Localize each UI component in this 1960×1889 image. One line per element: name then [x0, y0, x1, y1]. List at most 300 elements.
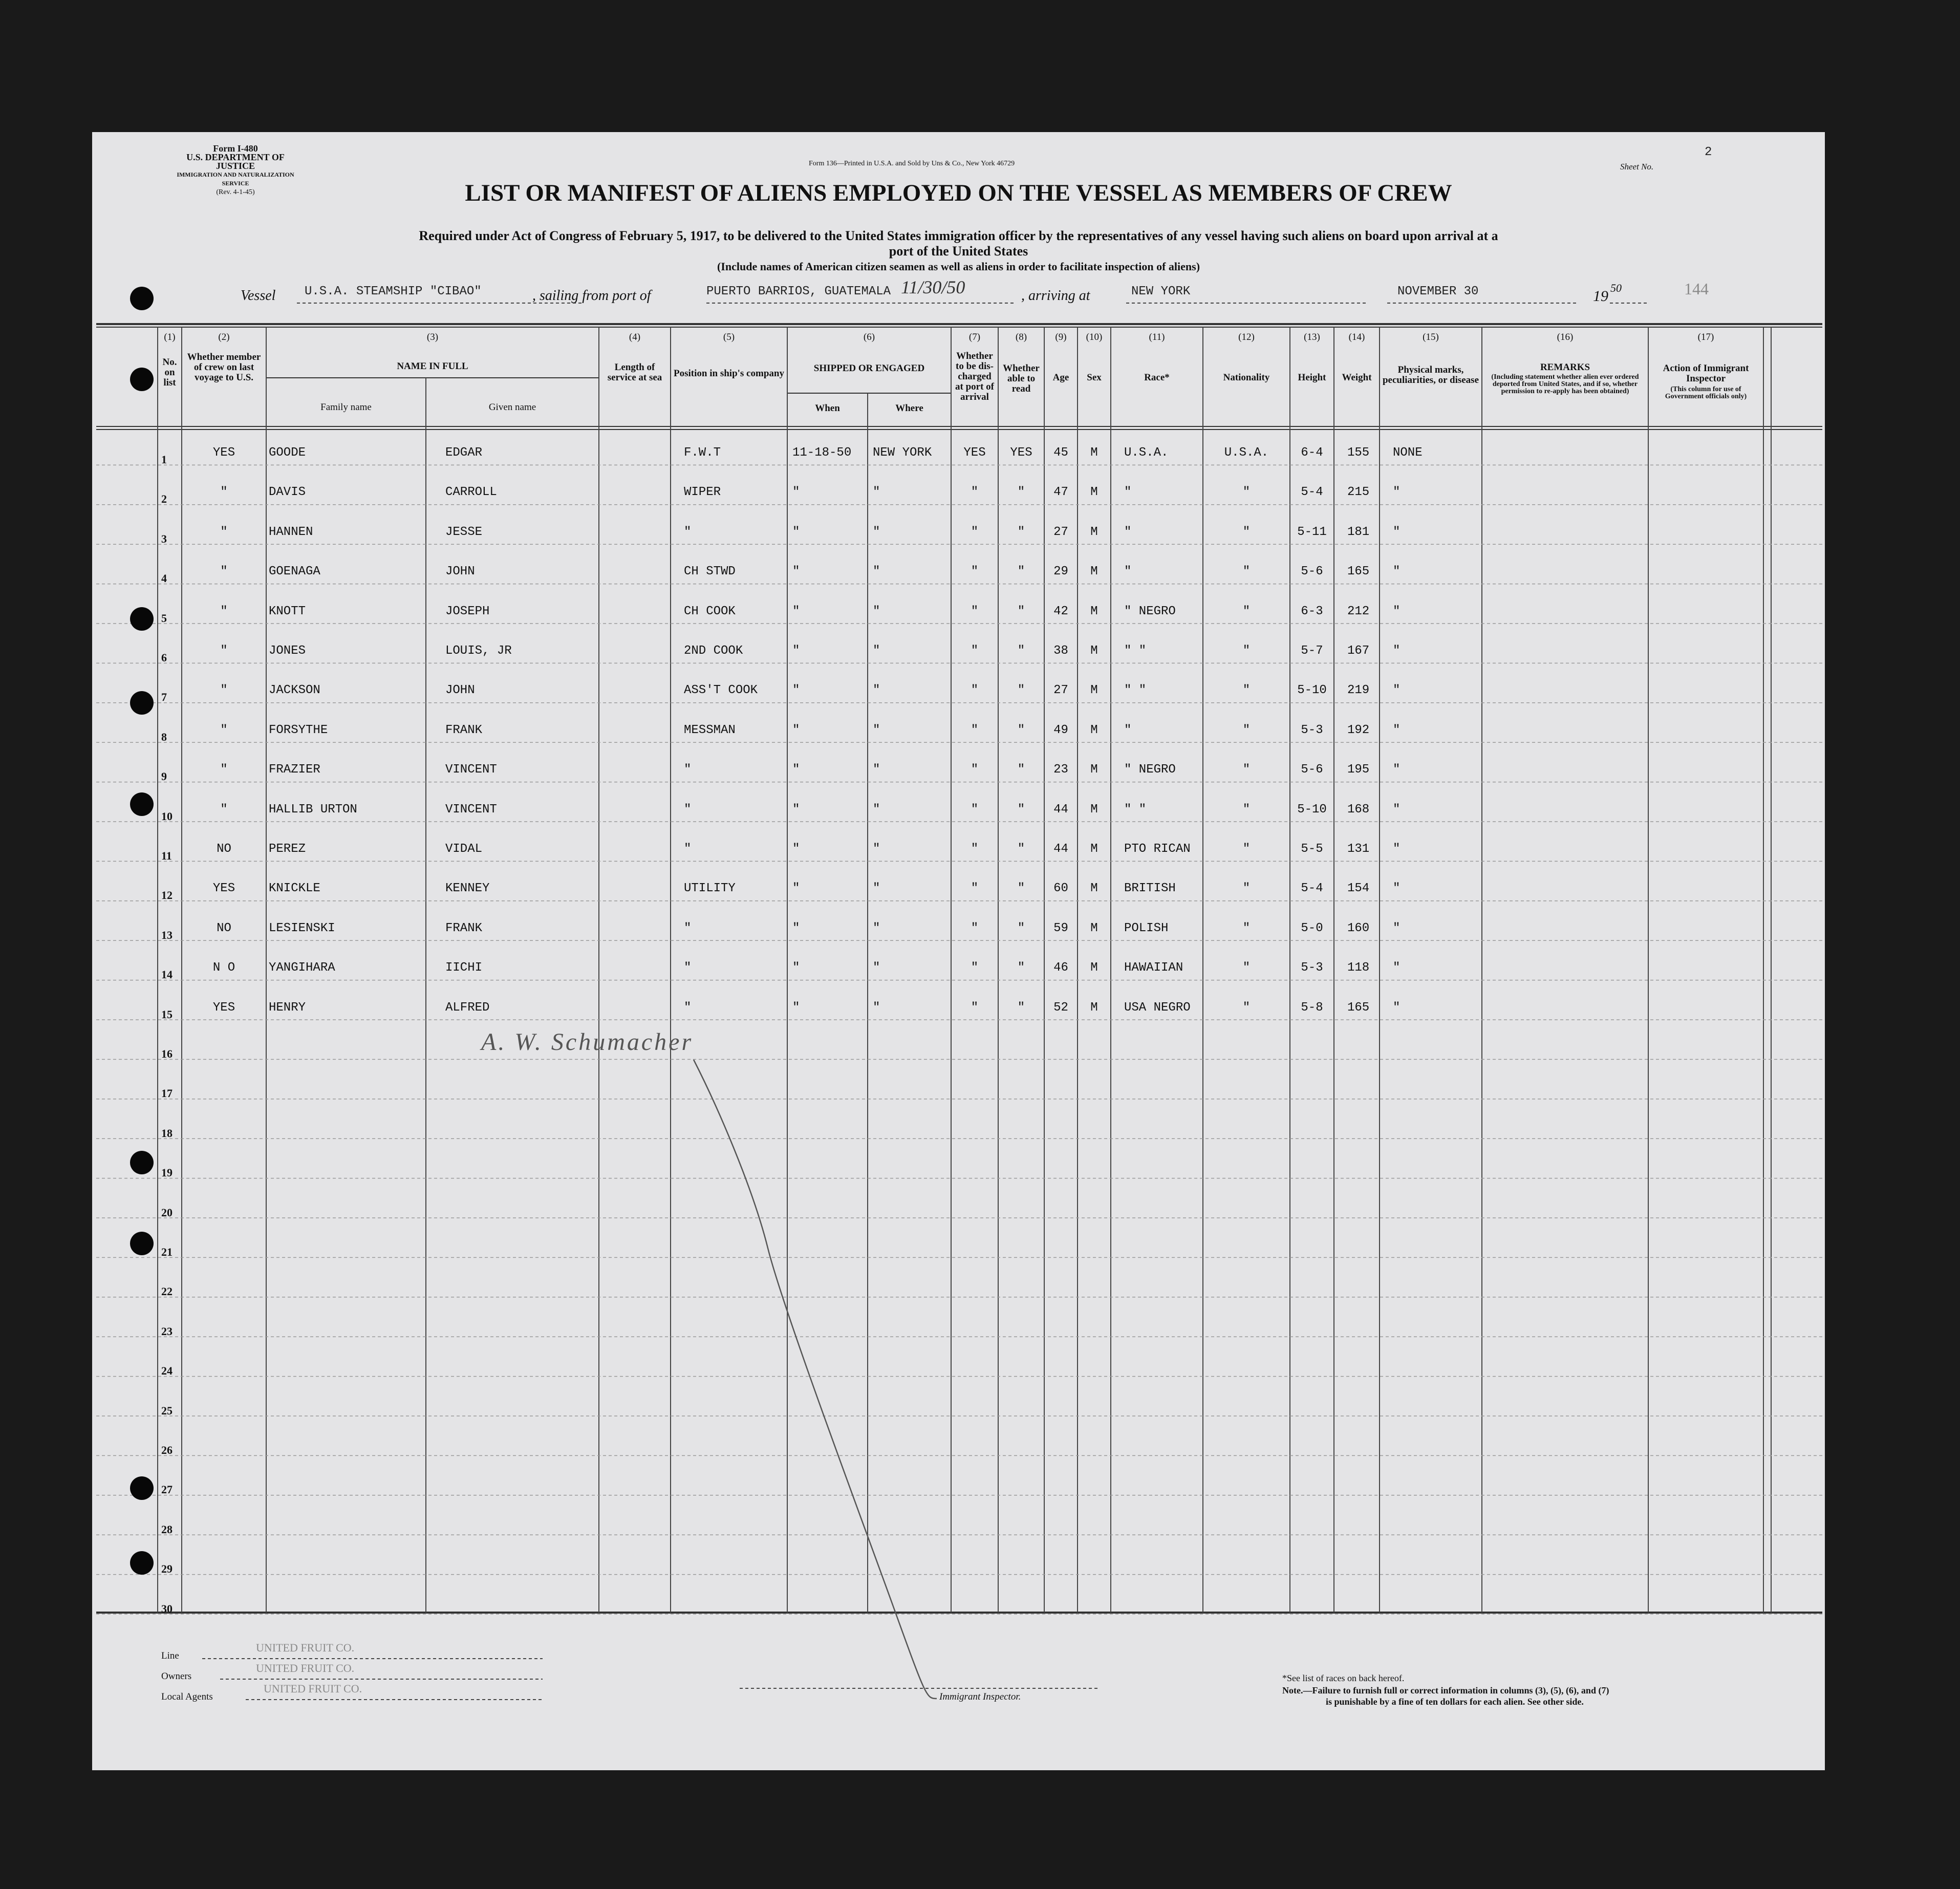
column-number: (8)	[1015, 332, 1027, 342]
cell-sex: M	[1090, 842, 1098, 856]
column-number: (13)	[1304, 332, 1320, 342]
cell-age: 60	[1053, 882, 1068, 896]
header-crew-last-voyage: Whether member of crew on last voyage to U.S.	[187, 352, 261, 383]
row-number: 5	[161, 611, 167, 625]
cell-physical-marks: "	[1393, 763, 1401, 777]
cell-given-name: JOHN	[445, 683, 475, 698]
row-number: 14	[161, 968, 173, 981]
cell-height: 5-10	[1297, 683, 1327, 698]
cell-race: USA NEGRO	[1124, 1000, 1191, 1015]
footer-lines	[92, 132, 1825, 1770]
header-no-on-list: No. on list	[162, 357, 177, 388]
cell-height: 6-3	[1301, 604, 1323, 618]
cell-race: " "	[1124, 644, 1147, 658]
header-shipped-engaged: SHIPPED OR ENGAGED	[813, 363, 925, 374]
cell-nationality: "	[1242, 802, 1251, 817]
cell-shipped-when: "	[792, 763, 800, 777]
cell-position: MESSMAN	[684, 723, 736, 737]
cell-discharged: "	[971, 644, 979, 658]
cell-given-name: ALFRED	[445, 1000, 490, 1015]
cell-height: 5-3	[1301, 723, 1323, 737]
cell-nationality: "	[1242, 1000, 1251, 1015]
service-name: IMMIGRATION AND NATURALIZATION SERVICE	[177, 171, 294, 187]
cell-age: 52	[1053, 1000, 1068, 1015]
cell-discharged: "	[971, 842, 979, 856]
cell-nationality: "	[1242, 961, 1251, 975]
cell-position: "	[684, 842, 692, 856]
cell-shipped-where: "	[873, 961, 880, 975]
cell-able-to-read: YES	[1010, 446, 1032, 460]
cell-discharged: YES	[963, 446, 986, 460]
cell-age: 44	[1053, 842, 1068, 856]
form-revision: (Rev. 4-1-45)	[216, 188, 255, 196]
header-name-in-full: NAME IN FULL	[397, 361, 468, 372]
header-discharged: Whether to be dis-charged at port of arrival	[955, 351, 994, 402]
cell-race: "	[1124, 723, 1132, 737]
cell-able-to-read: "	[1017, 1000, 1025, 1015]
agents-label: Local Agents	[161, 1691, 213, 1702]
cell-nationality: "	[1242, 763, 1251, 777]
cell-position: "	[684, 1000, 692, 1015]
cell-age: 27	[1053, 683, 1068, 698]
cell-physical-marks: "	[1393, 604, 1401, 618]
cell-family-name: HENRY	[269, 1000, 306, 1015]
column-number: (9)	[1055, 332, 1067, 342]
cell-nationality: "	[1242, 921, 1251, 935]
cell-able-to-read: "	[1017, 842, 1025, 856]
cell-position: F.W.T	[684, 446, 721, 460]
cell-crew-last-voyage: YES	[212, 1000, 235, 1015]
cell-height: 6-4	[1301, 446, 1323, 460]
cell-able-to-read: "	[1017, 723, 1025, 737]
cell-sex: M	[1090, 763, 1098, 777]
row-number: 29	[161, 1562, 173, 1576]
cell-physical-marks: "	[1393, 802, 1401, 817]
cell-shipped-when: "	[792, 644, 800, 658]
column-number: (1)	[164, 332, 176, 342]
row-number: 3	[161, 532, 167, 545]
cell-discharged: "	[971, 485, 979, 500]
cell-weight: 154	[1347, 882, 1370, 896]
cell-position: "	[684, 525, 692, 539]
cell-family-name: LESIENSKI	[269, 921, 335, 935]
cell-physical-marks: NONE	[1393, 446, 1423, 460]
cell-shipped-when: "	[792, 961, 800, 975]
cell-nationality: "	[1242, 525, 1251, 539]
header-family-name: Family name	[320, 402, 372, 413]
printer-note: Form 136—Printed in U.S.A. and Sold by Uns & Co., New York 46729	[809, 160, 1015, 167]
cell-physical-marks: "	[1393, 485, 1401, 500]
row-number: 8	[161, 730, 167, 743]
cell-sex: M	[1090, 1000, 1098, 1015]
cell-physical-marks: "	[1393, 842, 1401, 856]
cell-crew-last-voyage: N O	[212, 961, 235, 975]
races-note: *See list of races on back hereof.	[1282, 1673, 1405, 1683]
cell-given-name: VIDAL	[445, 842, 483, 856]
cell-sex: M	[1090, 525, 1098, 539]
cell-crew-last-voyage: "	[220, 485, 228, 500]
cell-position: CH STWD	[684, 565, 736, 579]
row-number: 1	[161, 453, 167, 466]
cell-race: " "	[1124, 683, 1147, 698]
cell-shipped-where: "	[873, 763, 880, 777]
cell-weight: 212	[1347, 604, 1370, 618]
cell-weight: 160	[1347, 921, 1370, 935]
cell-height: 5-4	[1301, 485, 1323, 500]
cell-race: " NEGRO	[1124, 763, 1176, 777]
sailing-label: , sailing from port of	[532, 288, 651, 304]
cell-able-to-read: "	[1017, 644, 1025, 658]
column-number: (11)	[1149, 332, 1165, 342]
cell-family-name: KNOTT	[269, 604, 306, 618]
cell-given-name: JOSEPH	[445, 604, 490, 618]
cell-height: 5-11	[1297, 525, 1327, 539]
cell-age: 46	[1053, 961, 1068, 975]
cell-shipped-where: "	[873, 882, 880, 896]
cell-crew-last-voyage: "	[220, 565, 228, 579]
cell-family-name: JONES	[269, 644, 306, 658]
cell-discharged: "	[971, 882, 979, 896]
row-number: 20	[161, 1206, 173, 1219]
row-number: 18	[161, 1126, 173, 1140]
cell-discharged: "	[971, 604, 979, 618]
cell-weight: 131	[1347, 842, 1370, 856]
cell-shipped-when: "	[792, 802, 800, 817]
manifest-sheet	[92, 132, 1825, 1770]
line-value: UNITED FRUIT CO.	[256, 1641, 355, 1654]
fine-note-2: is punishable by a fine of ten dollars for each alien. See other side.	[1326, 1697, 1584, 1707]
page-title: LIST OR MANIFEST OF ALIENS EMPLOYED ON THE VESSEL AS MEMBERS OF CREW	[465, 180, 1452, 206]
cell-nationality: "	[1242, 485, 1251, 500]
cell-nationality: "	[1242, 842, 1251, 856]
cell-physical-marks: "	[1393, 1000, 1401, 1015]
inspector-label: Immigrant Inspector.	[939, 1691, 1021, 1702]
column-number: (10)	[1086, 332, 1103, 342]
cell-sex: M	[1090, 882, 1098, 896]
row-number: 28	[161, 1522, 173, 1536]
cell-sex: M	[1090, 961, 1098, 975]
column-number: (15)	[1423, 332, 1439, 342]
row-number: 16	[161, 1047, 173, 1060]
page-stamp: 144	[1684, 280, 1709, 298]
cell-family-name: GOODE	[269, 446, 306, 460]
cell-family-name: DAVIS	[269, 485, 306, 500]
cell-given-name: FRANK	[445, 723, 483, 737]
cell-able-to-read: "	[1017, 802, 1025, 817]
cell-shipped-where: "	[873, 604, 880, 618]
row-number: 11	[161, 849, 172, 862]
vessel-label: Vessel	[241, 288, 276, 304]
subtitle-line-1: Required under Act of Congress of February 5, 1917, to be delivered to the United States immigration officer by the representatives of any vessel having such aliens on board upon arrival at a	[419, 228, 1498, 243]
row-number: 22	[161, 1285, 173, 1298]
cell-race: PTO RICAN	[1124, 842, 1191, 856]
cell-family-name: GOENAGA	[269, 565, 320, 579]
row-number: 12	[161, 889, 173, 902]
cell-sex: M	[1090, 802, 1098, 817]
cell-given-name: VINCENT	[445, 802, 497, 817]
cell-shipped-where: "	[873, 723, 880, 737]
cell-sex: M	[1090, 723, 1098, 737]
row-number: 15	[161, 1007, 173, 1021]
row-number: 17	[161, 1087, 173, 1100]
cell-family-name: YANGIHARA	[269, 961, 335, 975]
row-number: 2	[161, 492, 167, 506]
cell-age: 29	[1053, 565, 1068, 579]
cell-shipped-where: "	[873, 1000, 880, 1015]
cell-height: 5-4	[1301, 882, 1323, 896]
header-able-to-read: Whether able to read	[1003, 363, 1040, 394]
agents-value: UNITED FRUIT CO.	[264, 1682, 362, 1695]
cell-race: " NEGRO	[1124, 604, 1176, 618]
cell-nationality: U.S.A.	[1224, 446, 1269, 460]
cell-family-name: KNICKLE	[269, 882, 320, 896]
cell-discharged: "	[971, 763, 979, 777]
subtitle-line-3: (Include names of American citizen seamen as well as aliens in order to facilitate inspection of aliens)	[717, 260, 1200, 273]
row-number: 13	[161, 928, 173, 941]
inspector-signature: A. W. Schumacher	[481, 1028, 694, 1056]
cell-weight: 155	[1347, 446, 1370, 460]
department-name: U.S. DEPARTMENT OF JUSTICE	[186, 152, 285, 171]
cell-crew-last-voyage: "	[220, 683, 228, 698]
cell-shipped-where: "	[873, 525, 880, 539]
header-nationality: Nationality	[1223, 372, 1270, 383]
cell-shipped-when: "	[792, 723, 800, 737]
cell-age: 45	[1053, 446, 1068, 460]
cell-nationality: "	[1242, 644, 1251, 658]
cell-race: " "	[1124, 802, 1147, 817]
cell-weight: 215	[1347, 485, 1370, 500]
cell-weight: 195	[1347, 763, 1370, 777]
cell-family-name: HALLIB URTON	[269, 802, 357, 817]
cell-crew-last-voyage: "	[220, 763, 228, 777]
cell-physical-marks: "	[1393, 644, 1401, 658]
cell-shipped-when: "	[792, 604, 800, 618]
cell-weight: 165	[1347, 565, 1370, 579]
cell-able-to-read: "	[1017, 763, 1025, 777]
arriving-label: , arriving at	[1021, 288, 1090, 304]
cell-given-name: IICHI	[445, 961, 483, 975]
column-number: (4)	[629, 332, 641, 342]
cell-position: UTILITY	[684, 882, 736, 896]
row-number: 19	[161, 1166, 173, 1179]
cell-able-to-read: "	[1017, 525, 1025, 539]
cell-discharged: "	[971, 921, 979, 935]
row-number: 24	[161, 1364, 173, 1378]
cell-physical-marks: "	[1393, 921, 1401, 935]
column-number: (16)	[1557, 332, 1574, 342]
header-when: When	[815, 403, 840, 414]
cell-physical-marks: "	[1393, 882, 1401, 896]
row-number: 26	[161, 1444, 173, 1456]
row-number: 6	[161, 651, 167, 664]
row-number: 21	[161, 1246, 173, 1258]
header-weight: Weight	[1342, 372, 1372, 383]
cell-physical-marks: "	[1393, 961, 1401, 975]
row-number: 4	[161, 572, 167, 585]
row-number: 10	[161, 809, 173, 823]
cell-family-name: FORSYTHE	[269, 723, 328, 737]
cell-crew-last-voyage: "	[220, 644, 228, 658]
cell-family-name: FRAZIER	[269, 763, 320, 777]
note-text: —Failure to furnish full or correct information in columns (3), (5), (6), and (7)	[1303, 1685, 1609, 1695]
cell-discharged: "	[971, 961, 979, 975]
cell-shipped-where: "	[873, 565, 880, 579]
column-number: (12)	[1238, 332, 1255, 342]
header-length-of-service: Length of service at sea	[607, 362, 662, 383]
cell-shipped-where: "	[873, 921, 880, 935]
cell-discharged: "	[971, 525, 979, 539]
header-age: Age	[1052, 372, 1069, 383]
cell-sex: M	[1090, 565, 1098, 579]
row-number: 30	[161, 1602, 173, 1615]
cell-given-name: LOUIS, JR	[445, 644, 512, 658]
column-number: (7)	[968, 332, 981, 342]
cell-race: HAWAIIAN	[1124, 961, 1183, 975]
cell-race: "	[1124, 525, 1132, 539]
cell-given-name: VINCENT	[445, 763, 497, 777]
cell-given-name: FRANK	[445, 921, 483, 935]
cell-weight: 168	[1347, 802, 1370, 817]
cell-shipped-when: "	[792, 882, 800, 896]
cell-position: "	[684, 961, 692, 975]
cell-shipped-when: 11-18-50	[792, 446, 852, 460]
cell-position: WIPER	[684, 485, 721, 500]
cell-discharged: "	[971, 683, 979, 698]
column-number: (2)	[218, 332, 230, 342]
header-inspector-action: Action of Immigrant Inspector	[1663, 363, 1749, 384]
cell-shipped-when: "	[792, 485, 800, 500]
cell-given-name: JOHN	[445, 565, 475, 579]
cell-height: 5-5	[1301, 842, 1323, 856]
header-given-name: Given name	[488, 402, 536, 413]
header-where: Where	[895, 403, 923, 414]
form-number: Form I-480	[213, 143, 258, 154]
cell-physical-marks: "	[1393, 565, 1401, 579]
cell-race: U.S.A.	[1124, 446, 1169, 460]
cell-shipped-when: "	[792, 842, 800, 856]
cell-weight: 167	[1347, 644, 1370, 658]
cell-nationality: "	[1242, 565, 1251, 579]
cell-physical-marks: "	[1393, 683, 1401, 698]
cell-position: "	[684, 802, 692, 817]
cell-position: "	[684, 763, 692, 777]
owners-label: Owners	[161, 1671, 192, 1682]
cell-age: 38	[1053, 644, 1068, 658]
cell-shipped-where: "	[873, 802, 880, 817]
header-position: Position in ship's company	[674, 368, 784, 379]
row-number: 9	[161, 770, 167, 783]
cell-age: 44	[1053, 802, 1068, 817]
cell-able-to-read: "	[1017, 882, 1025, 896]
column-number: (5)	[723, 332, 735, 342]
cell-position: "	[684, 921, 692, 935]
cell-crew-last-voyage: "	[220, 525, 228, 539]
cell-physical-marks: "	[1393, 525, 1401, 539]
cell-shipped-where: NEW YORK	[873, 446, 932, 460]
fine-note	[1282, 1685, 1609, 1696]
cell-shipped-where: "	[873, 683, 880, 698]
cell-discharged: "	[971, 1000, 979, 1015]
cell-shipped-when: "	[792, 683, 800, 698]
cell-shipped-when: "	[792, 565, 800, 579]
header-remarks: REMARKS	[1540, 362, 1590, 373]
cell-weight: 118	[1347, 961, 1370, 975]
arrival-port: NEW YORK	[1131, 285, 1191, 298]
cell-height: 5-10	[1297, 802, 1327, 817]
cell-sex: M	[1090, 604, 1098, 618]
column-number: (3)	[426, 332, 439, 342]
cell-shipped-where: "	[873, 485, 880, 500]
cell-given-name: EDGAR	[445, 446, 483, 460]
column-number: (17)	[1697, 332, 1714, 342]
cell-family-name: HANNEN	[269, 525, 313, 539]
row-number: 25	[161, 1404, 173, 1417]
cell-discharged: "	[971, 802, 979, 817]
cell-able-to-read: "	[1017, 683, 1025, 698]
cell-crew-last-voyage: "	[220, 723, 228, 737]
cell-age: 59	[1053, 921, 1068, 935]
cell-nationality: "	[1242, 882, 1251, 896]
header-height: Height	[1298, 372, 1326, 383]
handwritten-date: 11/30/50	[901, 277, 965, 297]
cell-height: 5-7	[1301, 644, 1323, 658]
note-label: Note.	[1282, 1685, 1303, 1695]
header-inspector-note: (This column for use of Government officials only)	[1665, 385, 1747, 400]
owners-value: UNITED FRUIT CO.	[256, 1662, 355, 1675]
cell-able-to-read: "	[1017, 961, 1025, 975]
cell-given-name: KENNEY	[445, 882, 490, 896]
header-remarks-note: (Including statement whether alien ever ordered deported from United States, and if so, whether permission to re-apply has been obtained)	[1491, 373, 1639, 395]
cell-age: 27	[1053, 525, 1068, 539]
cell-able-to-read: "	[1017, 921, 1025, 935]
cell-sex: M	[1090, 683, 1098, 698]
cell-crew-last-voyage: "	[220, 802, 228, 817]
cell-shipped-when: "	[792, 1000, 800, 1015]
cell-crew-last-voyage: NO	[217, 921, 231, 935]
cell-height: 5-6	[1301, 763, 1323, 777]
cell-age: 42	[1053, 604, 1068, 618]
cell-discharged: "	[971, 565, 979, 579]
cell-position: ASS'T COOK	[684, 683, 758, 698]
cell-weight: 192	[1347, 723, 1370, 737]
cell-position: 2ND COOK	[684, 644, 743, 658]
cell-race: BRITISH	[1124, 882, 1176, 896]
vessel-name: U.S.A. STEAMSHIP "CIBAO"	[305, 285, 482, 298]
cell-shipped-when: "	[792, 921, 800, 935]
header-physical-marks: Physical marks, peculiarities, or disease	[1382, 364, 1479, 385]
cell-crew-last-voyage: YES	[212, 446, 235, 460]
row-number: 23	[161, 1324, 173, 1338]
cell-physical-marks: "	[1393, 723, 1401, 737]
cell-age: 49	[1053, 723, 1068, 737]
cell-given-name: CARROLL	[445, 485, 497, 500]
cell-able-to-read: "	[1017, 485, 1025, 500]
cell-crew-last-voyage: YES	[212, 882, 235, 896]
cell-age: 47	[1053, 485, 1068, 500]
cell-race: POLISH	[1124, 921, 1169, 935]
cell-given-name: JESSE	[445, 525, 483, 539]
column-number: (14)	[1348, 332, 1365, 342]
cell-sex: M	[1090, 446, 1098, 460]
cell-nationality: "	[1242, 604, 1251, 618]
cell-height: 5-6	[1301, 565, 1323, 579]
cell-position: CH COOK	[684, 604, 736, 618]
column-number: (6)	[863, 332, 875, 342]
cell-weight: 219	[1347, 683, 1370, 698]
header-race: Race*	[1144, 372, 1170, 383]
cell-race: "	[1124, 565, 1132, 579]
cell-family-name: PEREZ	[269, 842, 306, 856]
